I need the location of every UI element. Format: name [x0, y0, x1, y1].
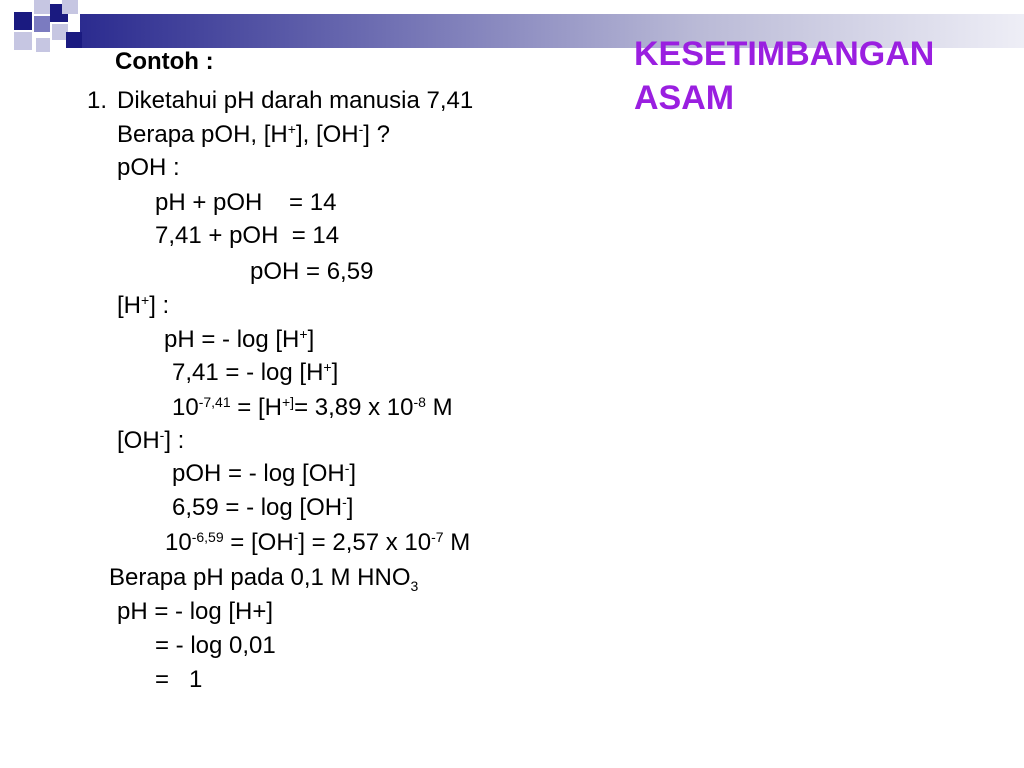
corner-square-light — [62, 0, 78, 14]
slide-title — [634, 32, 1014, 120]
equation-ph-plus-poh: pH + pOH = 14 — [155, 189, 337, 216]
equation-oh-concentration: $10^{-6,59} = [OH^-] = 2,57$ x $10^{-7}$ M — [165, 529, 471, 556]
question-hno3: Berapa pH pada 0,1 M $HNO_3$ — [109, 564, 419, 594]
corner-square-dark — [66, 32, 82, 48]
corner-square-light — [36, 38, 50, 52]
item-number: 1. — [87, 87, 108, 114]
example-heading: Contoh : — [115, 48, 214, 75]
corner-square-mid — [34, 16, 50, 32]
equation-poh-result: pOH = 6,59 — [250, 258, 374, 285]
equation-substitute: 7,41 + pOH = 14 — [155, 222, 340, 249]
equation-poh-substitute: 6,59 = - log [OH-] — [172, 494, 354, 521]
equation-ph-result: = 1 — [155, 666, 203, 693]
question-ph-blood: Diketahui pH darah manusia 7,41 — [117, 87, 474, 114]
corner-square-light — [34, 0, 50, 14]
equation-h-concentration: $10^{-7,41} = [H^{+]}= 3,89$ x $10^{-8}$ M — [172, 394, 453, 421]
equation-ph-log: pH = - log [H+] — [164, 326, 315, 353]
corner-square-dark — [14, 12, 32, 30]
slide-title-line-2: ASAM — [634, 79, 735, 117]
equation-ph-substitute: 7,41 = - log [H+] — [172, 359, 339, 386]
oh-ion-label: [OH-] : — [117, 427, 185, 454]
corner-square-light — [14, 32, 32, 50]
equation-poh-log: pOH = - log [OH-] — [172, 460, 357, 487]
question-poh: Berapa pOH, [H+], [OH-] ? — [117, 121, 390, 148]
equation-log-value: = - log 0,01 — [155, 632, 276, 659]
h-ion-label: [H+] : — [117, 292, 170, 319]
slide-title-line-1: KESETIMBANGAN — [634, 35, 935, 73]
equation-ph-log-h: pH = - log [H+] — [117, 598, 274, 625]
poh-label: pOH : — [117, 154, 180, 181]
